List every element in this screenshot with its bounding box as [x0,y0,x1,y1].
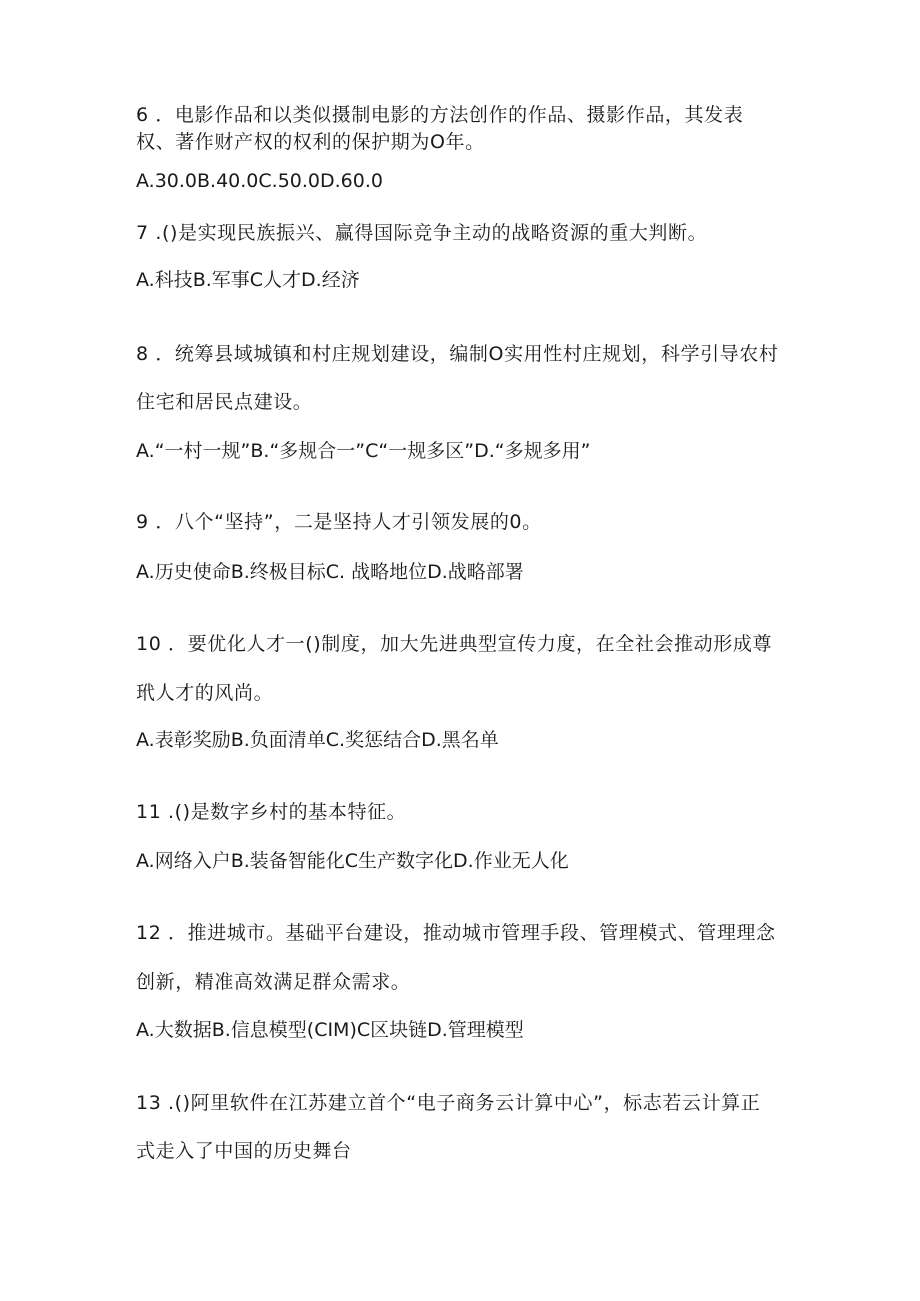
question-11-line-1: 11 .()是数字乡村的基本特征。 [136,801,407,823]
question-8-line-1: 8 ．统筹县域城镇和村庄规划建设，编制O实用性村庄规划，科学引导农村 [136,343,779,365]
question-7-options: A.科技B.军事C人才D.经济 [136,269,360,291]
question-6-options: A.30.0B.40.0C.50.0D.60.0 [136,170,383,192]
question-12-options: A.大数据B.信息模型(CIM)C区块链D.管理模型 [136,1019,524,1041]
question-6-line-1: 6 ．电影作品和以类似摄制电影的方法创作的作品、摄影作品，其发表 [136,104,744,126]
question-7-line-1: 7 .()是实现民族振兴、赢得国际竞争主动的战略资源的重大判断。 [136,222,708,244]
question-6-line-2: 权、著作财产权的权利的保护期为O年。 [136,131,485,153]
question-10-line-2: 玳人才的风尚。 [136,682,274,704]
question-9-options: A.历史使命B.终极目标C. 战略地位D.战略部署 [136,561,524,583]
question-8-line-2: 住宅和居民点建设。 [136,391,313,413]
question-10-options: A.表彰奖励B.负面清单C.奖惩结合D.黑名单 [136,729,499,751]
question-13-line-1: 13 .()阿里软件在江苏建立首个“电子商务云计算中心”，标志若云计算正 [136,1092,761,1114]
question-13-line-2: 式走入了中国的历史舞台 [136,1140,352,1162]
question-10-line-1: 10 ．要优化人才一()制度，加大先进典型宣传力度，在全社会推动形成尊 [136,633,773,655]
question-8-options: A.“一村一规”B.“多规合一”C“一规多区”D.“多规多用” [136,440,591,462]
question-9-line-1: 9 ．八个“坚持”，二是坚持人才引领发展的0。 [136,511,542,533]
question-12-line-2: 创新，精准高效满足群众需求。 [136,971,411,993]
question-12-line-1: 12 ．推进城市。基础平台建设，推动城市管理手段、管理模式、管理理念 [136,922,776,944]
question-11-options: A.网络入户B.装备智能化C生产数字化D.作业无人化 [136,850,569,872]
